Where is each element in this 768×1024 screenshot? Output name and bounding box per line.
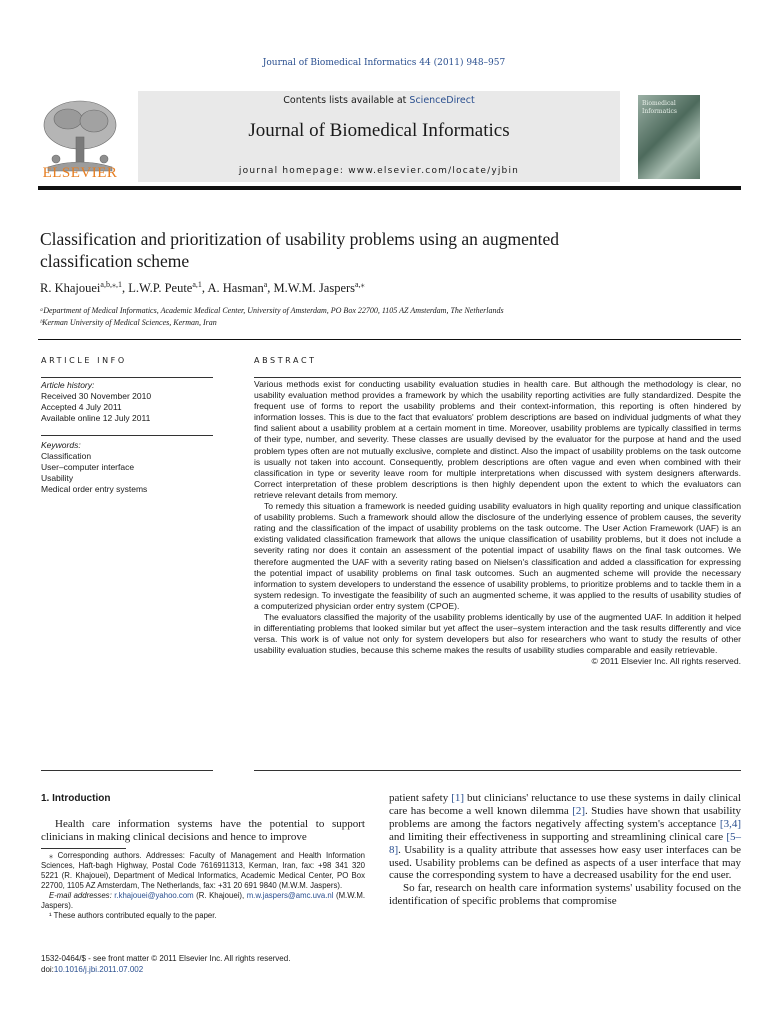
article-title-line-1: Classification and prioritization of usability problems using an augmented — [40, 229, 560, 249]
author-list — [40, 280, 730, 296]
email-footnote — [41, 891, 365, 911]
journal-reference[interactable]: Journal of Biomedical Informatics 44 (2011) 948–957 — [262, 58, 506, 68]
abstract-copyright: © 2011 Elsevier Inc. All rights reserved. — [591, 656, 741, 667]
author-affil[interactable]: a,b,⁎,1 — [100, 280, 122, 289]
abstract-body — [254, 379, 741, 667]
abstract-rule — [254, 377, 741, 378]
citation-link[interactable]: [5–8] — [389, 830, 741, 856]
author-sep: , — [267, 281, 274, 296]
citation-link[interactable]: [2] — [572, 804, 586, 817]
author-affil[interactable]: a — [263, 280, 268, 289]
introduction-heading: 1. Introduction — [41, 793, 111, 804]
online-date: Available online 12 July 2011 — [41, 413, 151, 423]
text-run: but clinicians' reluctance to use these systems in daily clinical care has become a well known dilemma — [389, 792, 741, 817]
affiliation-a: ᵃDepartment of Medical Informatics, Academic Medical Center, University of Amsterdam, PO Box 22700, 1105 AZ Amsterdam, The Netherlands — [40, 306, 504, 315]
intro-column-1 — [41, 818, 365, 844]
intro-paragraph-3: So far, research on health care information systems' usability focused on the identification of specific problems that compromise — [389, 882, 741, 908]
article-title-line-2: classification scheme — [40, 251, 190, 271]
received-date: Received 30 November 2010 — [41, 391, 152, 401]
abstract-paragraph-1: Various methods exist for conducting usability evaluation studies in health care. But although the methodology is clear, no usability evaluation method provides a framework by which the usability reporting activities are fully standardized. Despite the frequent use of forms to report the usability problems and their context-information, this reporting is often hindered by information losses. This is due to the fact that evaluators' problem descriptions are based on individual judgments of what they find salient about a usability problem at a certain moment in time. Moreover, usability problems are typically classified in terms of their type, number, and severity. These classes are usually devised by the evaluator for the purpose at hand and the used problem types often are not mutually exclusive, complete and distinct. Also the impact of usability problems on the task outcome is usually not taken into account. Consequently, problem descriptions are often vague and even when combined with their classification in type or severity leave room for multiple interpretations when discussed with system designers afterwards. Correct interpretation of these problem descriptions is then highly dependent upon the extent to which the evaluators can retrieve relevant details from memory. — [254, 379, 741, 500]
email-link-1[interactable]: r.khajouei@yahoo.com — [114, 891, 194, 900]
doi-link[interactable]: 10.1016/j.jbi.2011.07.002 — [53, 965, 144, 974]
text-run: patient safety — [389, 792, 452, 804]
journal-homepage[interactable]: journal homepage: www.elsevier.com/locate/yjbin — [238, 166, 520, 176]
abstract-paragraph-2: To remedy this situation a framework is needed guiding usability evaluators in high quality reporting and unique classification of usability problems. Such a framework should allow the disclosure of the underlying essence of problem causes, the severity rating and the classification of the impact of usability problems on the task outcome. The User Action Framework (UAF) is an existing validated classification framework that allows the unique classification of usability problems, but it does not include a severity rating nor does it contain an assessment of the potential impact of usability flaws on the final task outcomes. We therefore augmented the UAF with a severity rating based on Nielsen's classification and added a classification for expressing the potential impact of usability problems on final task outcomes. Such an augmented scheme will provide the necessary information to system developers to understand the essence of usability problems, to prioritize problems and to tackle them in a system redesign. To investigate the feasibility of such an augmented scheme, it was applied to the results of usability studies of a computerized physician order entry system (CPOE). — [254, 501, 741, 611]
accepted-date: Accepted 4 July 2011 — [41, 402, 122, 412]
author-affil[interactable]: a,⁎ — [355, 280, 365, 289]
doi-label: doi: — [41, 965, 54, 974]
footnote-rule — [41, 848, 126, 849]
contents-prefix: Contents lists available at — [283, 95, 410, 106]
author-name[interactable]: L.W.P. Peute — [128, 281, 193, 296]
author-name[interactable]: R. Khajouei — [40, 281, 101, 296]
sciencedirect-link[interactable]: ScienceDirect — [409, 95, 475, 106]
article-title — [40, 228, 730, 272]
article-history — [41, 380, 221, 424]
keyword: Usability — [41, 473, 74, 483]
history-label: Article history: — [41, 380, 95, 390]
info-bottom-rule — [41, 770, 213, 771]
history-rule — [41, 435, 213, 436]
journal-title: Journal of Biomedical Informatics — [248, 120, 510, 141]
issn-line: 1532-0464/$ - see front matter © 2011 Elsevier Inc. All rights reserved. — [41, 954, 291, 963]
doi-line — [41, 964, 290, 975]
equal-contribution-footnote: ¹ These authors contributed equally to the paper. — [49, 911, 217, 920]
abstract-paragraph-3: The evaluators classified the majority of the usability problems identically by use of the augmented UAF. In addition it helped in differentiating problems that looked similar but yet affect the user–system interaction and the task results differently and vice versa. This work is of value not only for system developers but also for researchers who want to study the results of other usability evaluation studies, because this scheme makes the results of usability studies comparable and easily retrievable. — [254, 611, 741, 656]
title-divider — [38, 339, 741, 340]
cover-title: Biomedical Informatics — [642, 100, 677, 115]
footnotes — [41, 851, 365, 921]
author-name[interactable]: A. Hasman — [207, 281, 264, 296]
author-sep: , — [121, 281, 129, 296]
text-run: and limiting their effectiveness in supporting and streamlining clinical care — [389, 830, 727, 843]
keyword: Classification — [41, 451, 92, 461]
corresponding-footnote: ⁎ Corresponding authors. Addresses: Faculty of Management and Health Information Sciences, Haft-bagh Highway, Postal Code 7616911313, Kerman, Iran, fax: +98 341 320 5221 (R. Khajouei), Department of Medical Informatics, Academic Medical Center, PO Box 22700, 1105 AZ Amsterdam, The Netherlands, fax: +31 20 691 9840 (M.W.M. Jaspers). — [41, 851, 365, 890]
text-run: . Studies have shown that usability problems are among the factors negatively affecting system's acceptance — [389, 804, 741, 830]
abstract-bottom-rule — [254, 770, 741, 771]
email-who-2: (M.W.M. Jaspers). — [41, 891, 365, 910]
contents-line — [138, 95, 620, 106]
email-who-1: (R. Khajouei), — [193, 891, 247, 900]
email-link-2[interactable]: m.w.jaspers@amc.uva.nl — [246, 891, 334, 900]
citation-link[interactable]: [3,4] — [719, 817, 741, 830]
intro-paragraph-2 — [389, 792, 741, 882]
keywords — [41, 440, 221, 495]
keyword: User–computer interface — [41, 462, 135, 472]
page-footer — [41, 953, 290, 975]
author-name[interactable]: M.W.M. Jaspers — [273, 281, 356, 296]
intro-paragraph-1: Health care information systems have the potential to support clinicians in making clinical decisions and hence to improve — [41, 818, 365, 843]
text-run: . Usability is a quality attribute that assesses how easy user interfaces can be used. Usability problems can be defined as aspects of a user interface that may cause the corresponding system to have a decreased usability for the end user. — [389, 843, 741, 882]
author-sep: , — [201, 281, 208, 296]
affiliation-b: ᵇKerman University of Medical Sciences, Kerman, Iran — [40, 318, 217, 327]
intro-column-2 — [389, 792, 741, 908]
article-info-heading: ARTICLE INFO — [41, 356, 127, 365]
header-divider — [38, 186, 741, 190]
email-label: E-mail addresses: — [49, 891, 115, 900]
keyword: Medical order entry systems — [41, 484, 148, 494]
article-info-rule — [41, 377, 213, 378]
author-affil[interactable]: a,1 — [192, 280, 202, 289]
keywords-label: Keywords: — [41, 440, 81, 450]
publisher-logo-text: ELSEVIER — [42, 165, 118, 181]
abstract-heading: ABSTRACT — [254, 356, 317, 365]
citation-link[interactable]: [1] — [451, 792, 465, 804]
